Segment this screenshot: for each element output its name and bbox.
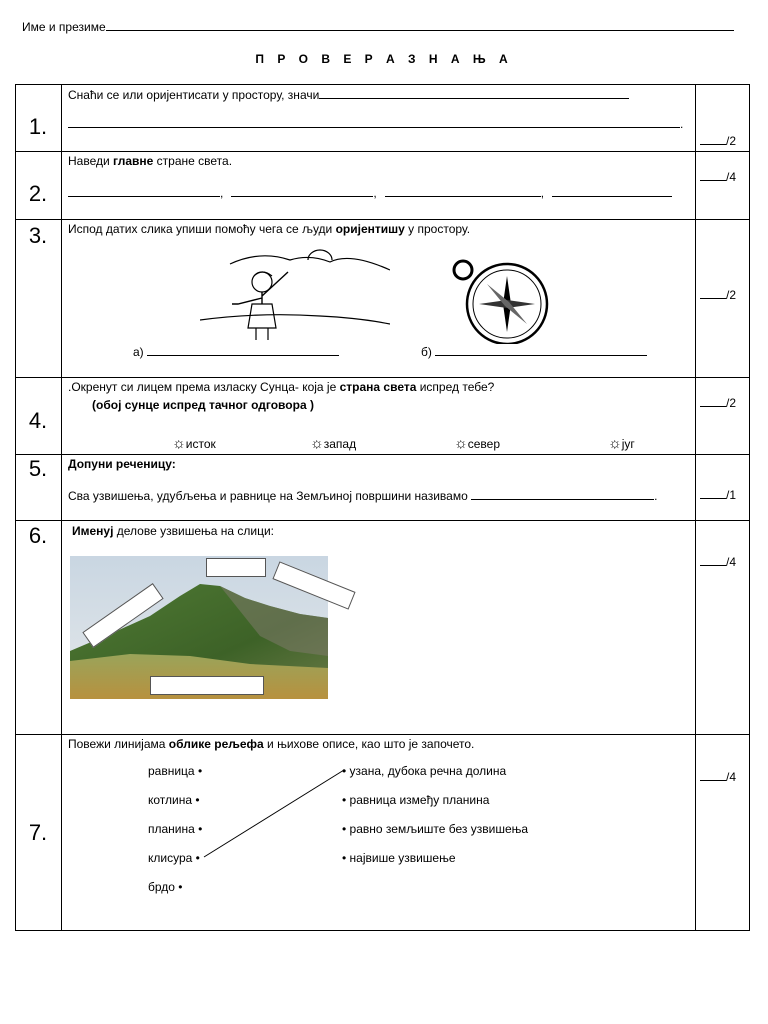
question-number: 4. <box>28 408 48 433</box>
max-score: /2 <box>726 134 737 148</box>
question-number: 3. <box>28 223 48 248</box>
question-number: 6. <box>28 523 48 548</box>
sun-icon[interactable]: ☼ <box>310 435 324 452</box>
comma: , <box>540 186 545 200</box>
question-2-text-pre: Наведи <box>68 154 114 168</box>
match-right-item[interactable]: • узана, дубока речна долина <box>342 764 507 778</box>
period: . <box>654 489 658 503</box>
match-left-item[interactable]: клисура • <box>148 851 200 865</box>
question-2-text-post: стране света. <box>153 154 233 168</box>
option-label: запад <box>323 437 357 451</box>
description-label: равно земљиште без узвишења <box>349 822 529 836</box>
question-3-text-post: у простору. <box>404 222 471 236</box>
sun-icon[interactable]: ☼ <box>172 435 186 452</box>
landform-label: планина <box>148 822 195 836</box>
match-right-item[interactable]: • равница између планина <box>342 793 490 807</box>
label-a: а) <box>133 345 144 359</box>
question-6-bold: Именуј <box>72 524 114 538</box>
name-label: Име и презиме <box>22 20 106 34</box>
landform-label: клисура <box>148 851 193 865</box>
question-5-text: Сва узвишења, удубљења и равнице на Земљиној површини називамо <box>68 489 468 503</box>
max-score: /4 <box>726 170 737 184</box>
match-left-item[interactable]: котлина • <box>148 793 200 807</box>
period: . <box>680 117 684 131</box>
label-b: б) <box>421 345 432 359</box>
match-right-item[interactable]: • највише узвишење <box>342 851 456 865</box>
match-left-item[interactable]: планина • <box>148 822 203 836</box>
match-left-item[interactable]: равница • <box>148 764 203 778</box>
question-7-text-pre: Повежи линијама <box>68 737 169 751</box>
sun-icon[interactable]: ☼ <box>454 435 468 452</box>
max-score: /2 <box>726 288 737 302</box>
option-label: исток <box>185 437 216 451</box>
landform-label: брдо <box>148 880 175 894</box>
question-number: 1. <box>28 114 48 139</box>
page-title: П Р О В Е Р А З Н А Њ А <box>255 52 513 66</box>
question-7-bold: облике рељефа <box>168 737 264 751</box>
question-instruction: (обој сунце испред тачног одговора ) <box>92 398 314 412</box>
question-3-text-pre: Испод датих слика упиши помоћу чега се људи <box>68 222 336 236</box>
question-6-text-post: делове узвишења на слици: <box>113 524 274 538</box>
question-3-bold: оријентишу <box>335 222 405 236</box>
match-left-item[interactable]: брдо • <box>148 880 183 894</box>
landform-label: равница <box>148 764 195 778</box>
landform-label: котлина <box>148 793 193 807</box>
comma: , <box>373 186 377 200</box>
max-score: /2 <box>726 396 737 410</box>
description-label: узана, дубока речна долина <box>349 764 507 778</box>
question-4-text-post: испред тебе? <box>416 380 495 394</box>
question-heading: Допуни реченицу: <box>68 457 176 471</box>
comma: , <box>220 186 224 200</box>
question-4-bold: страна света <box>339 380 417 394</box>
score-field[interactable] <box>700 770 736 784</box>
sun-icon[interactable]: ☼ <box>608 435 622 452</box>
max-score: /1 <box>726 488 737 502</box>
description-label: равница између планина <box>349 793 490 807</box>
question-1-text: Снаћи се или оријентисати у простору, значи <box>68 88 320 102</box>
question-2-bold: главне <box>113 154 154 168</box>
question-number: 7. <box>28 820 48 845</box>
option-label: север <box>467 437 501 451</box>
question-7-text-post: и њихове описе, као што је започето. <box>263 737 475 751</box>
question-number: 2. <box>28 181 48 206</box>
max-score: /4 <box>726 555 737 569</box>
question-number: 5. <box>28 456 48 481</box>
description-label: највише узвишење <box>349 851 456 865</box>
option-label: југ <box>621 437 635 451</box>
max-score: /4 <box>726 770 737 784</box>
match-right-item[interactable]: • равно земљиште без узвишења <box>342 822 529 836</box>
question-4-text-pre: .Окренут си лицем према изласку Сунца- која је <box>68 380 340 394</box>
